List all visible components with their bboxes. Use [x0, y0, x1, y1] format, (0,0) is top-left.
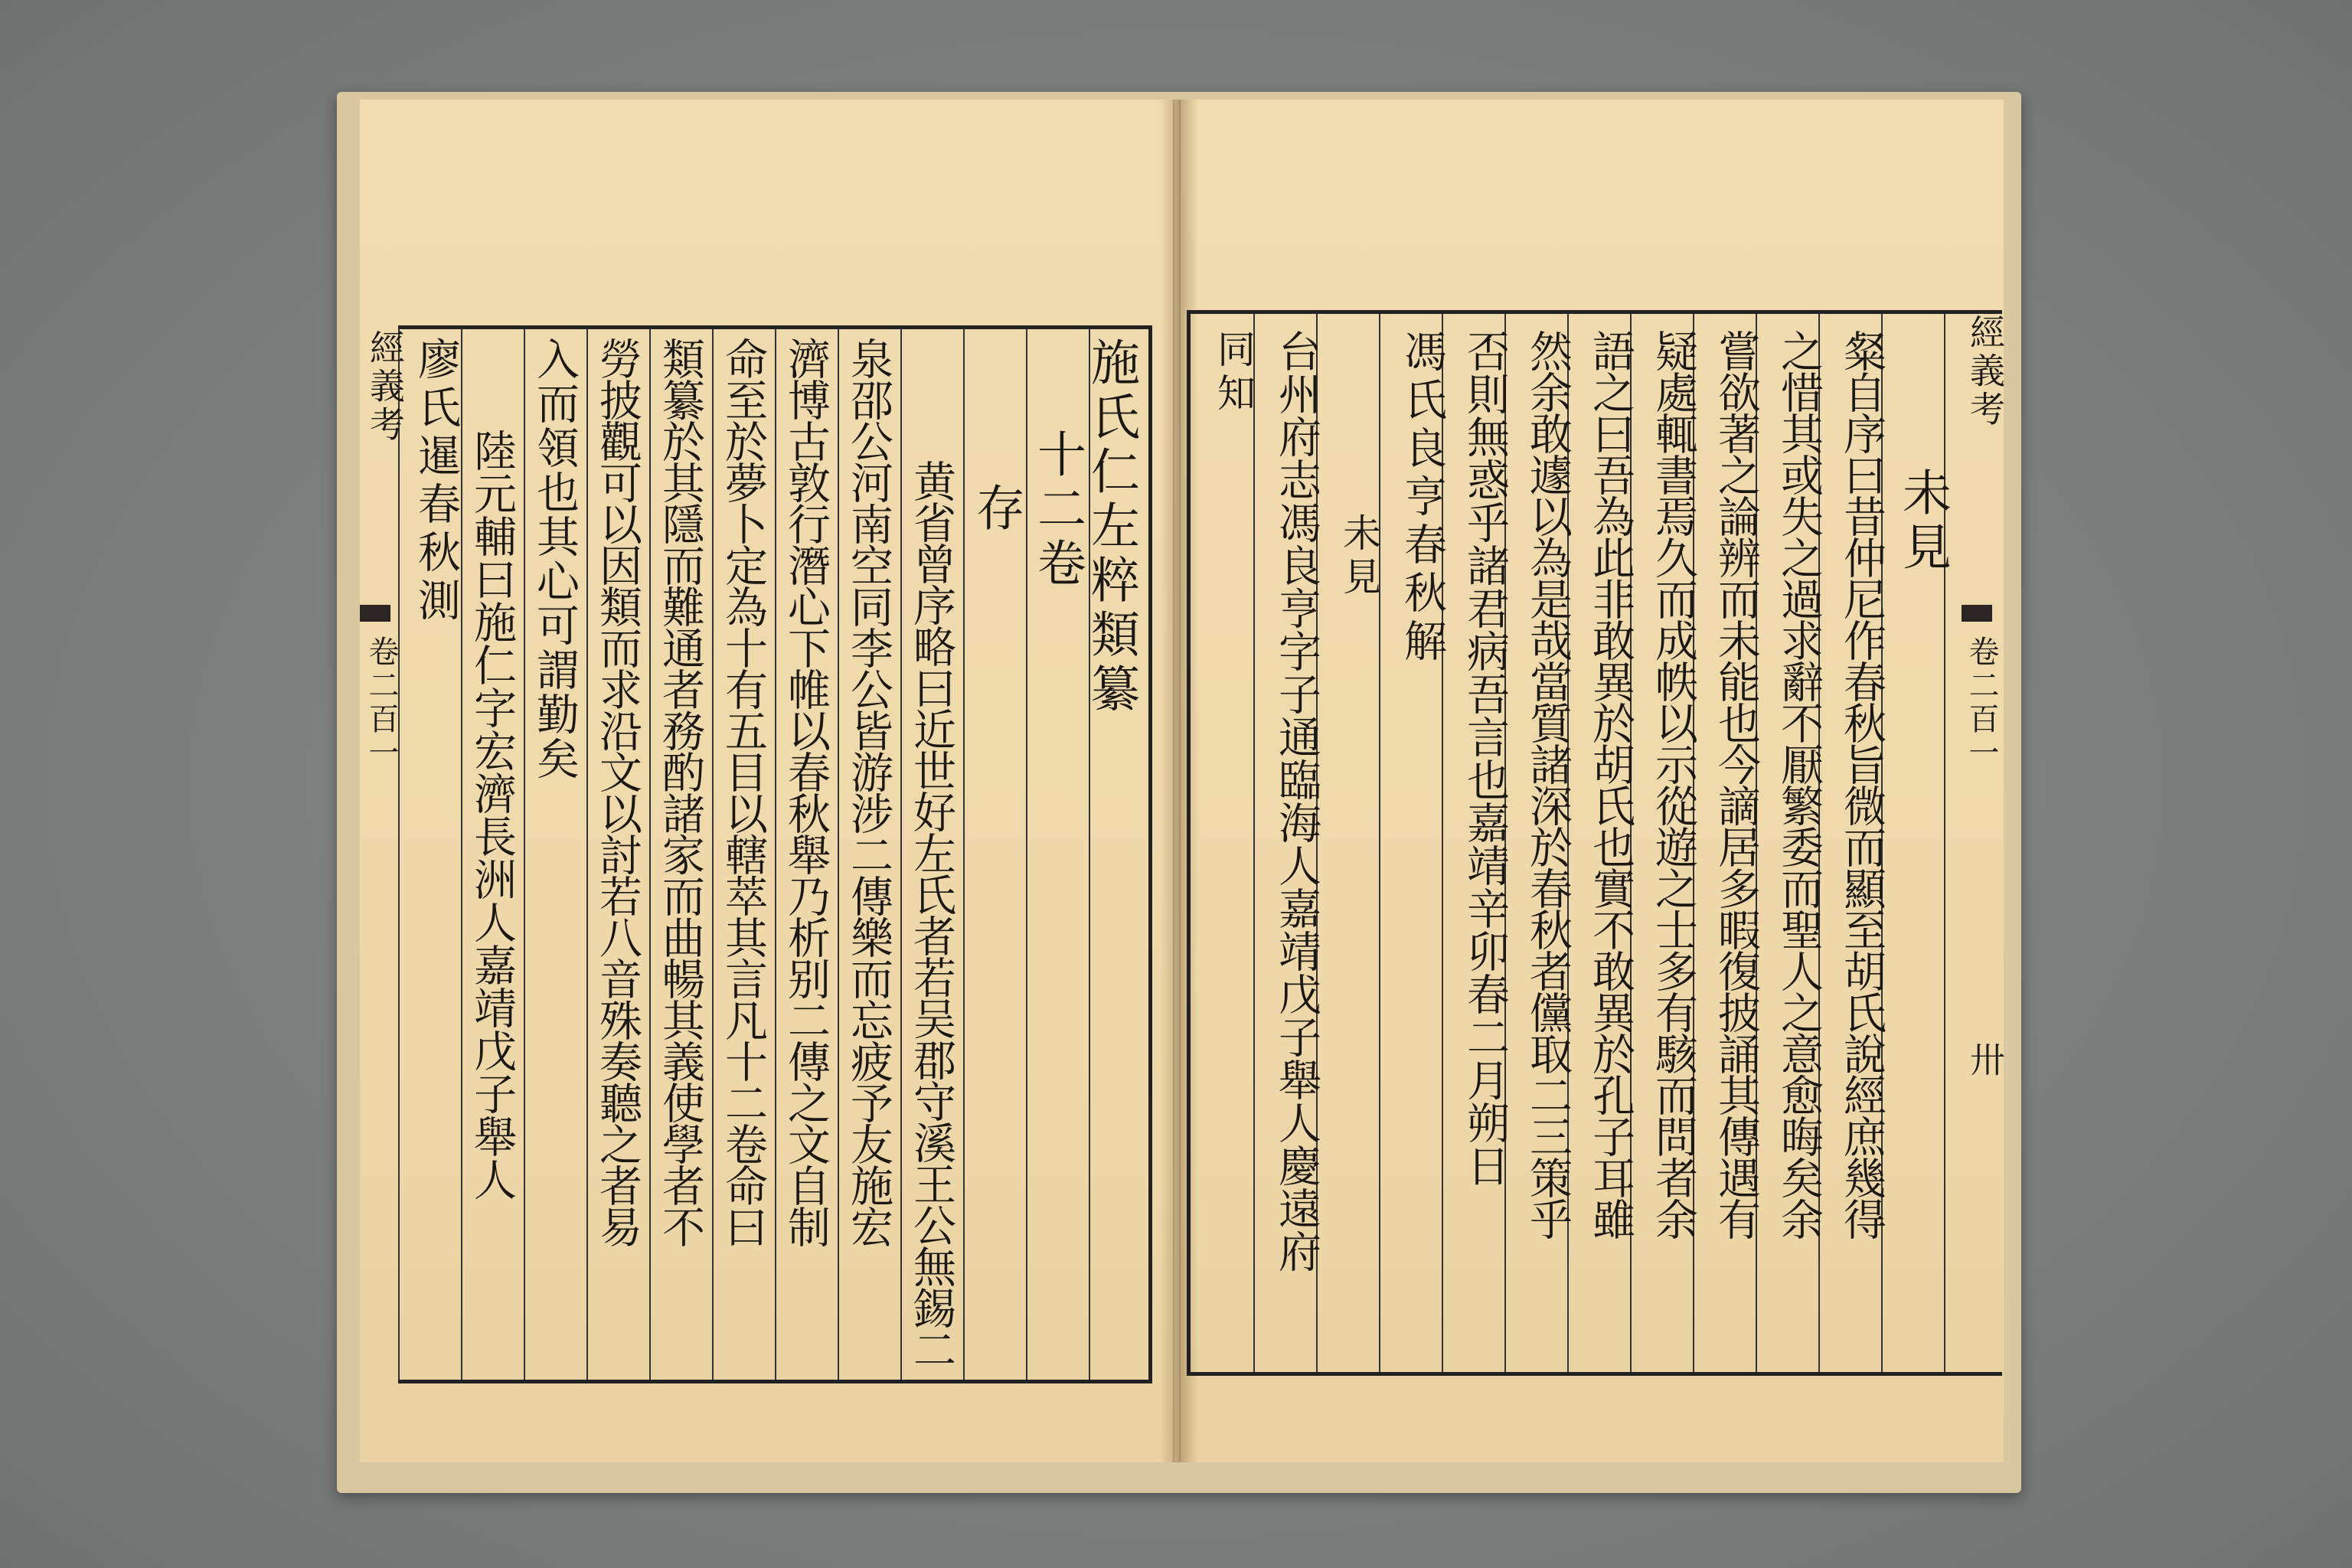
text-column: 入而領也其心可謂勤矣: [530, 337, 580, 781]
text-column: 施氏仁左粹類纂: [1083, 337, 1139, 717]
text-column: 馮氏良亨春秋解: [1397, 329, 1447, 667]
fold-title: 經義考: [1965, 314, 2006, 429]
text-column: 嘗欲著之論辨而未能也今謫居多暇復披誦其傳遇有: [1711, 329, 1761, 1239]
text-column: 語之曰吾為此非敢異於胡氏也實不敢異於孔子耳雖: [1586, 329, 1635, 1239]
text-column: 黄省曾序略曰近世好左氏者若吴郡守溪王公無錫二: [906, 459, 956, 1369]
text-column: 十二卷: [1029, 429, 1086, 592]
column-rule: [1253, 314, 1255, 1372]
text-column: 同知: [1211, 329, 1256, 416]
fold-volume: 卷二百一: [1964, 635, 1999, 770]
text-column: 疑處輒書焉久而成帙以示從遊之士多有駭而問者余: [1648, 329, 1698, 1239]
text-column: 命至於夢卜定為十有五目以轄萃其言凡十二卷命曰: [718, 337, 768, 1246]
text-column: 濟博古敦行潛心下帷以春秋舉乃析别二傳之文自制: [781, 337, 831, 1246]
fold-fish-tail: [1962, 605, 1992, 622]
fold-mark: 卅: [1965, 1041, 2006, 1080]
text-column: 台州府志馮良亨字子通臨海人嘉靖戊子舉人慶遠府: [1272, 329, 1321, 1272]
fold-fish-tail: [360, 605, 390, 622]
text-column: 粲自序曰昔仲尼作春秋旨微而顯至胡氏說經庶幾得: [1837, 329, 1886, 1239]
text-column: 陸元輔曰施仁字宏濟長洲人嘉靖戊子舉人: [467, 429, 517, 1200]
text-column: 否則無惑乎諸君病吾言也嘉靖辛卯春二月朔日: [1460, 329, 1510, 1187]
column-rule: [1379, 314, 1380, 1372]
text-column: 存: [968, 482, 1024, 537]
fold-volume: 卷二百一: [364, 635, 399, 770]
text-column: 類纂於其隱而難通者務酌諸家而曲暢其義使學者不: [655, 337, 705, 1246]
text-column: 泉邵公河南空同李公皆游涉二傳樂而忘疲予友施宏: [844, 337, 893, 1246]
text-column: 未見: [1337, 513, 1381, 600]
text-column: 之惜其或失之過求辭不厭繁委而聖人之意愈晦矣余: [1774, 329, 1824, 1239]
text-column: 廖氏暹春秋測: [411, 337, 461, 626]
text-column: 然余敢遽以為是哉當質諸深於春秋者儻取二三策乎: [1523, 329, 1573, 1239]
text-column: 勞披觀可以因類而求沿文以討若八音殊奏聽之者易: [593, 337, 642, 1246]
text-column: 未見: [1894, 467, 1951, 576]
fold-title: 經義考: [364, 329, 406, 444]
column-rule: [398, 329, 400, 1380]
